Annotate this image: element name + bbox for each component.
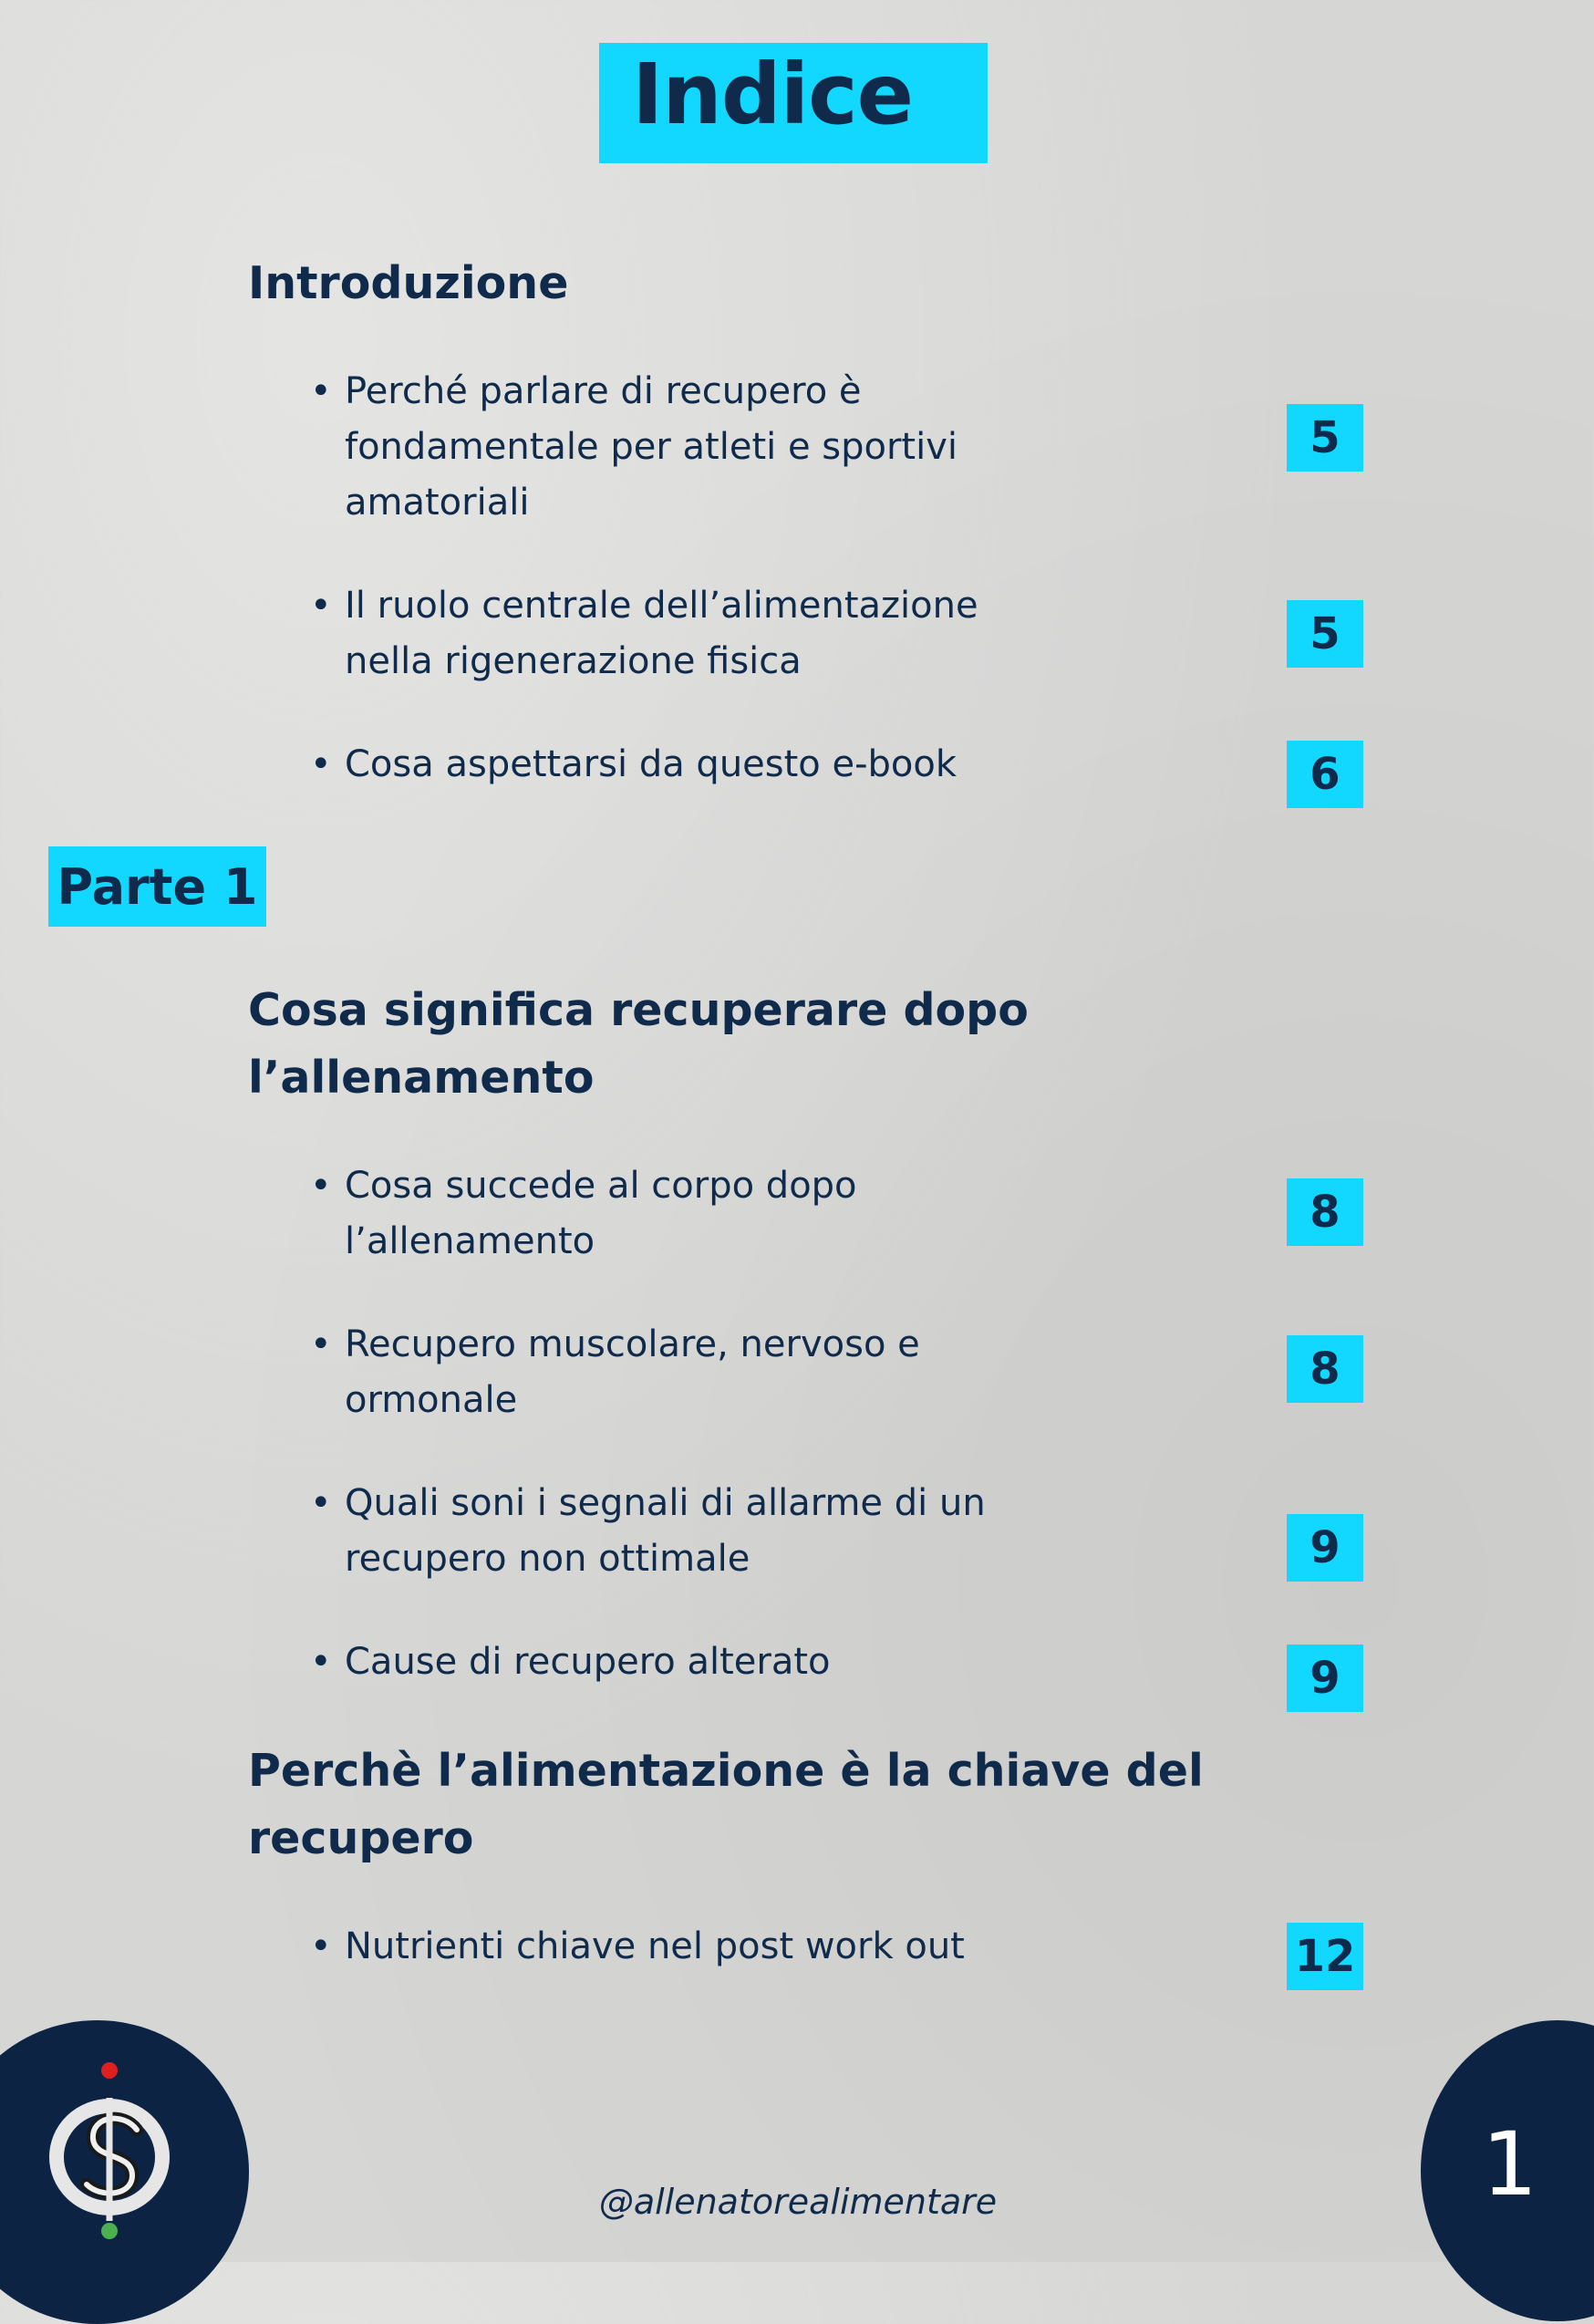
- bullet-icon: •: [310, 1165, 332, 1207]
- bullet-icon: •: [310, 1323, 332, 1365]
- social-handle[interactable]: @allenatorealimentare: [598, 2182, 998, 2222]
- list-item[interactable]: • Il ruolo centrale dell’alimentazione nella rigenerazione fisica: [310, 578, 1058, 690]
- list-item[interactable]: • Cause di recupero alterato: [310, 1634, 1058, 1690]
- list-item[interactable]: • Nutrienti chiave nel post work out: [310, 1919, 1058, 1975]
- page-number-badge: 9: [1287, 1644, 1363, 1712]
- bullet-icon: •: [310, 1925, 332, 1967]
- list-item[interactable]: • Recupero muscolare, nervoso e ormonale: [310, 1317, 1058, 1428]
- page-number-badge: 9: [1287, 1514, 1363, 1582]
- page-number-badge: 8: [1287, 1335, 1363, 1403]
- page-title: Indice: [632, 46, 914, 143]
- bullet-icon: •: [310, 585, 332, 627]
- section-heading: Perchè l’alimentazione è la chiave del recupero: [248, 1745, 1204, 1864]
- bullet-icon: •: [310, 1641, 332, 1683]
- page-number-badge: 8: [1287, 1178, 1363, 1246]
- list-item[interactable]: • Perché parlare di recupero è fondamentale per atleti e sportivi amatoriali: [310, 364, 1058, 531]
- list-item[interactable]: • Cosa succede al corpo dopo l’allenamento: [310, 1158, 1058, 1270]
- intro-heading: Introduzione: [248, 257, 569, 309]
- bullet-icon: •: [310, 743, 332, 785]
- logo-icon: [36, 2052, 191, 2244]
- list-item[interactable]: • Quali soni i segnali di allarme di un recupero non ottimale: [310, 1476, 1058, 1587]
- page-number: 1: [1482, 2113, 1538, 2215]
- section-heading: Cosa significa recuperare dopo l’allenamento: [248, 984, 1029, 1104]
- page-number-badge: 5: [1287, 404, 1363, 472]
- page-number-badge: 12: [1287, 1923, 1363, 1990]
- page-number-badge: 5: [1287, 600, 1363, 668]
- part-label: Parte 1: [48, 846, 266, 927]
- bullet-icon: •: [310, 1482, 332, 1524]
- page-number-badge: 6: [1287, 741, 1363, 808]
- bullet-icon: •: [310, 370, 332, 412]
- list-item[interactable]: • Cosa aspettarsi da questo e-book: [310, 737, 1058, 793]
